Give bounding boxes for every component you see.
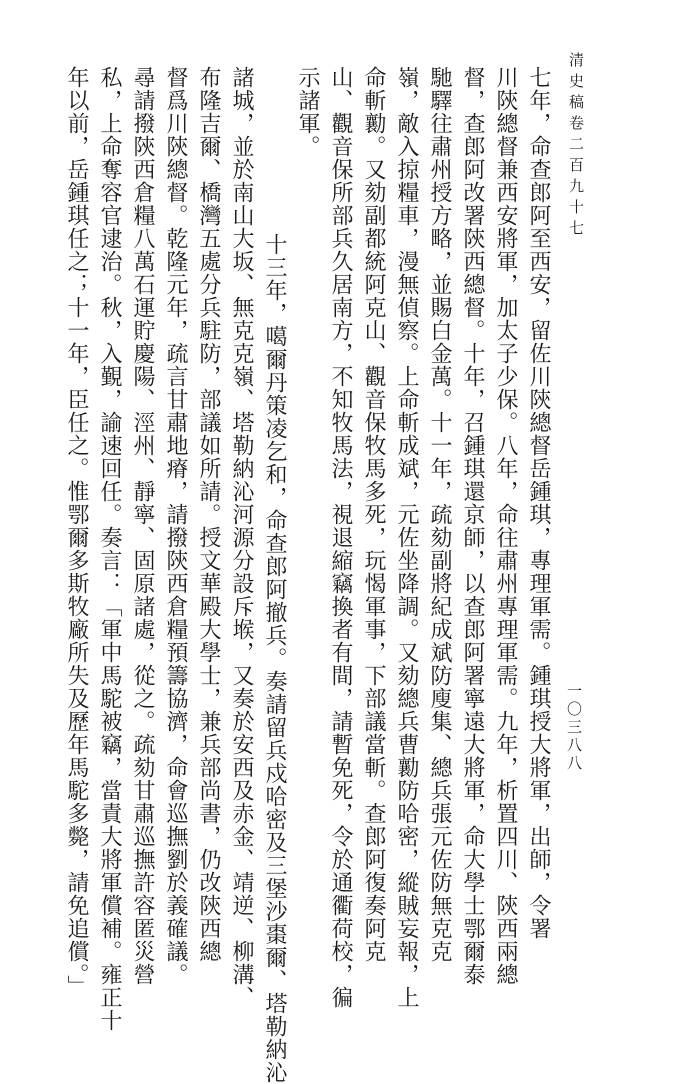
text-column-3: 督，查郎阿改署陝西總督。十年，召鍾琪還京師，以查郎阿署寧遠大將軍，命大學士鄂爾泰: [460, 66, 485, 986]
text-column-11: 布隆吉爾、橋灣五處分兵駐防，部議如所請。授文華殿大學士，兼兵部尚書，仍改陝西總: [196, 66, 221, 963]
text-column-1: 七年，命查郎阿至西安，留佐川陝總督岳鍾琪，專理軍需。鍾琪授大將軍，出師，令署: [526, 66, 551, 940]
text-column-15: 年以前，岳鍾琪任之；十一年，臣任之。惟鄂爾多斯牧廠所失及歷年馬駝多斃，請免追償。」: [64, 66, 89, 998]
text-column-9: 十三年，噶爾丹策凌乞和，命查郎阿撤兵。奏請留兵戍哈密及三堡沙棗爾、塔勒納沁: [262, 233, 287, 1084]
text-column-14: 私，上命奪容官逮治。秋，入覲，諭速回任。奏言：「軍中馬駝被竊，當責大將軍償補。雍正十: [97, 66, 122, 1032]
text-column-7: 山、觀音保所部兵久居南方，不知牧馬法，視退縮竊換者有間，請暫免死，令於通衢荷校，徧: [328, 66, 353, 1009]
text-column-12: 督爲川陝總督。乾隆元年，疏言甘肅地瘠，請撥陝西倉糧預籌協濟，命會巡撫劉於義確議。: [163, 66, 188, 986]
text-column-10: 諸城，並於南山大坂、無克克嶺、塔勒納沁河源分設斥堠，又奏於安西及赤金、靖逆、柳溝、: [229, 66, 254, 1009]
running-header: 清史稿卷二百九十七: [567, 52, 585, 241]
text-column-2: 川陝總督兼西安將軍，加太子少保。八年，命往肅州專理軍需。九年，析置四川、陝西兩總: [493, 66, 518, 986]
text-column-8: 示諸軍。: [295, 66, 320, 158]
page-number: 一〇三八八: [565, 683, 583, 773]
text-column-5: 嶺，敵入掠糧車，漫無偵察。上命斬成斌，元佐坐降調。又劾總兵曹勷防哈密，縱賊妄報，上: [394, 66, 419, 1009]
text-column-13: 尋請撥陝西倉糧八萬石運貯慶陽、涇州、靜寧、固原諸處，從之。疏劾甘肅巡撫許容匿災營: [130, 66, 155, 986]
text-column-6: 命斬勷。又劾副都統阿克山、觀音保牧馬多死，玩愒軍事，下部議當斬。查郎阿復奏阿克: [361, 66, 386, 963]
text-column-4: 馳驛往肅州授方略，並賜白金萬。十一年，疏劾副將紀成斌防廋集、總兵張元佐防無克克: [427, 66, 452, 963]
